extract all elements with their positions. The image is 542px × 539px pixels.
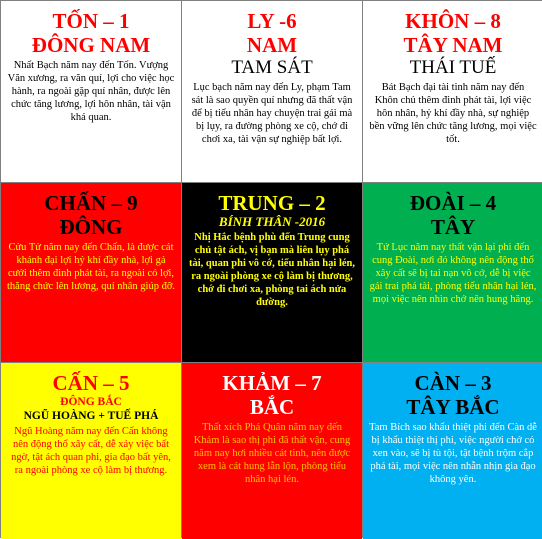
cell-description: Tứ Lục năm nay thất vận lại phi đến cung Đoài, nơi đó không nên động thổ xây cất sẽ bị tai nạn vô cớ, dễ bị việc gái trai phá tài, phòng tiểu nhân hại lén, mọi việc nên nhìn chớ nên hung hăng. xyxy=(369,242,537,305)
cell-title: TRUNG – 2 xyxy=(218,191,326,215)
cell-description: Nhị Hắc bệnh phù đến Trung cung chủ tật ách, vị bạn mà liên lụy phá tài, quan phi vô cớ, tiểu nhân hại lén, ra ngoài phòng xe cộ làm bị thương, chớ đi chơi xa, phòng tai ách nửa đường. xyxy=(189,232,355,308)
cell-description: Bát Bạch đại tài tinh năm nay đến Khôn chủ thêm đinh phát tài, lợi việc hôn nhân, hỷ khí đầy nhà, sự nghiệp bền vững lên chức tăng lương, mọi việc tốt. xyxy=(369,82,537,145)
cell-direction: TÂY xyxy=(430,215,476,239)
cell-description: Nhất Bạch năm nay đến Tốn. Vượng Văn xương, ra văn quí, lợi cho việc học hành, ra ngoài gặp quí nhân, được lên chức tăng lương, lợi hôn nhân, tài vận khá quan. xyxy=(7,60,175,123)
cell-title: CẤN – 5 xyxy=(52,371,130,395)
cell-can-northeast xyxy=(1,363,181,539)
cell-direction: ĐÔNG xyxy=(59,215,123,239)
cell-description: Thất xích Phá Quân năm nay đến Khảm là sao thị phi đã thất vận, cung năm nay hơi nhiều cát tinh, nên được xem là cát hung lẫn lộn, phòng tiểu nhân hại lén. xyxy=(193,422,351,485)
cell-direction: TÂY BẮC xyxy=(406,395,500,419)
cell-title: TỐN – 1 xyxy=(52,9,130,33)
cell-title: CHẤN – 9 xyxy=(44,191,138,215)
cell-direction: ĐÔNG NAM xyxy=(31,33,151,57)
cell-doai-west xyxy=(363,183,542,362)
cell-star-name: TAM SÁT xyxy=(231,57,313,78)
cell-description: Cửu Tử năm nay đến Chấn, là được cát khánh đại lợi hỷ khí đầy nhà, lợi gả cưới thêm đinh phát tài, ra ngoài có lợi, thăng chức lên lương, quí nhân giúp đỡ. xyxy=(7,242,175,292)
cell-title: CÀN – 3 xyxy=(414,371,492,395)
cell-title: LY -6 xyxy=(247,9,297,33)
cell-direction: TÂY NAM xyxy=(403,33,503,57)
cell-ton-southeast xyxy=(1,1,181,182)
cell-kham-north xyxy=(182,363,362,539)
cell-chan-east xyxy=(1,183,181,362)
cell-title: KHÔN – 8 xyxy=(405,9,501,33)
cell-star-name: THÁI TUẾ xyxy=(409,57,497,78)
cell-can-northwest xyxy=(363,363,542,539)
cell-title: KHẢM – 7 xyxy=(222,371,322,395)
cell-ly-south xyxy=(182,1,362,182)
cell-description: Tam Bích sao khẩu thiệt phi đến Càn dễ bị khẩu thiệt thị phi, việc người chớ có xen vào, sẽ bị tù tội, tật bệnh trộm cắp phá tài, mọi việc nên nhẫn nhịn gia đạo không yên. xyxy=(369,422,537,485)
cell-star-name: NGŨ HOÀNG + TUẾ PHÁ xyxy=(23,410,159,422)
cell-description: Ngũ Hoàng năm nay đến Cấn không nên động thổ xây cất, dễ xảy việc bất ngờ, tật ách quan phi, gia đạo bất yên, ra ngoài phòng xe cộ làm bị thương. xyxy=(11,426,171,476)
cell-direction: ĐÔNG BẮC xyxy=(60,396,122,408)
cell-description: Lục bạch năm nay đến Ly, phạm Tam sát là sao quyền quí nhưng đã thất vận để bị tiểu nhân hay chuyện trai gái mà bị lụy, ra đường phòng xe cộ, chớ đi chơi xa, tài vận sự nghiệp bất lợi. xyxy=(191,82,353,145)
cell-direction: NAM xyxy=(246,33,298,57)
cell-direction: BẮC xyxy=(249,395,295,419)
cell-trung-center xyxy=(182,183,362,362)
cell-year: BÍNH THÂN -2016 xyxy=(218,214,326,229)
cell-khon-southwest xyxy=(363,1,542,182)
cell-title: ĐOÀI – 4 xyxy=(409,191,497,215)
